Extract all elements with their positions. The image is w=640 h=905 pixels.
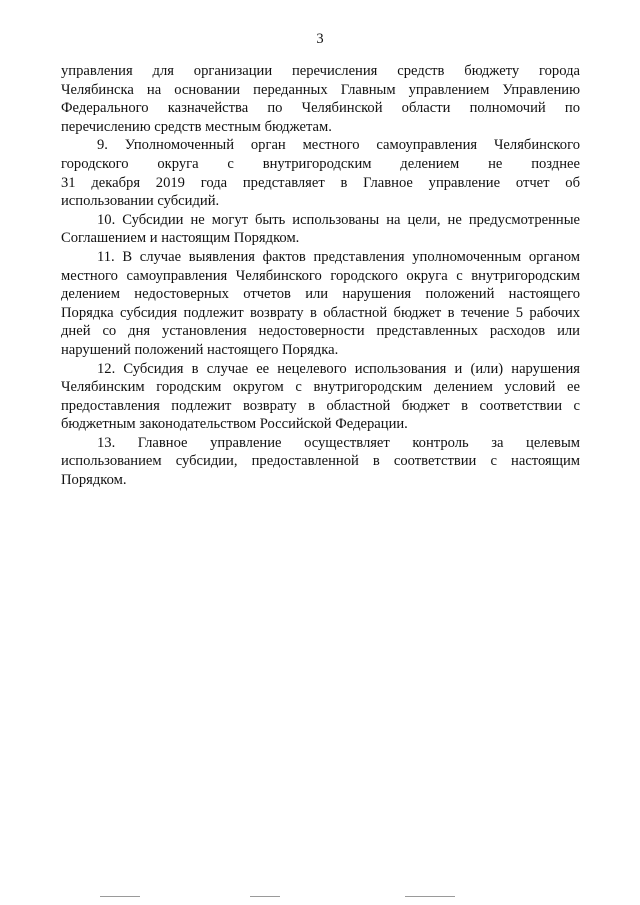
text-line: 9. Уполномоченный орган местного самоуправления Челябинского <box>97 137 580 154</box>
text-line: нарушений положений настоящего Порядка. <box>61 341 339 358</box>
text-line: использованием субсидии, предоставленной в соответствии с настоящим <box>61 453 580 470</box>
text-line: Порядка субсидия подлежит возврату в областной бюджет в течение 5 рабочих <box>61 304 580 321</box>
text-line: предоставления подлежит возврату в областной бюджет в соответствии с <box>61 397 580 414</box>
text-line: дней со дня установления недостоверности представленных расходов или <box>61 323 580 340</box>
text-line: городского округа с внутригородским делением не позднее <box>61 155 580 172</box>
scan-artifact-line <box>405 896 455 897</box>
document-body <box>61 62 580 490</box>
scan-artifact-line <box>250 896 280 897</box>
text-line: Соглашением и настоящим Порядком. <box>61 230 300 247</box>
text-line: управления для организации перечисления средств бюджету города <box>61 63 580 79</box>
text-line: делением недостоверных отчетов или нарушения положений настоящего <box>61 286 580 303</box>
text-line: 13. Главное управление осуществляет контроль за целевым <box>97 434 580 451</box>
scan-artifact-line <box>100 896 140 897</box>
text-line: 11. В случае выявления фактов представления уполномоченным органом <box>97 248 580 265</box>
text-line: Федерального казначейства по Челябинской области полномочий по <box>61 100 580 117</box>
text-line: Челябинским городским округом с внутригородским делением условий ее <box>61 379 580 396</box>
text-line: Порядком. <box>61 472 127 489</box>
page-number: 3 <box>316 31 324 47</box>
text-line: перечислению средств местным бюджетам. <box>61 118 332 135</box>
text-line: использовании субсидий. <box>61 193 220 210</box>
text-line: 10. Субсидии не могут быть использованы на цели, не предусмотренные <box>97 211 580 228</box>
text-line: 12. Субсидия в случае ее нецелевого использования и (или) нарушения <box>97 360 580 377</box>
text-line: 31 декабря 2019 года представляет в Главное управление отчет об <box>61 174 580 191</box>
text-line: Челябинска на основании переданных Главным управлением Управлению <box>61 81 580 98</box>
text-line: местного самоуправления Челябинского городского округа с внутригородским <box>61 267 580 284</box>
text-line: бюджетным законодательством Российской Федерации. <box>61 416 408 433</box>
